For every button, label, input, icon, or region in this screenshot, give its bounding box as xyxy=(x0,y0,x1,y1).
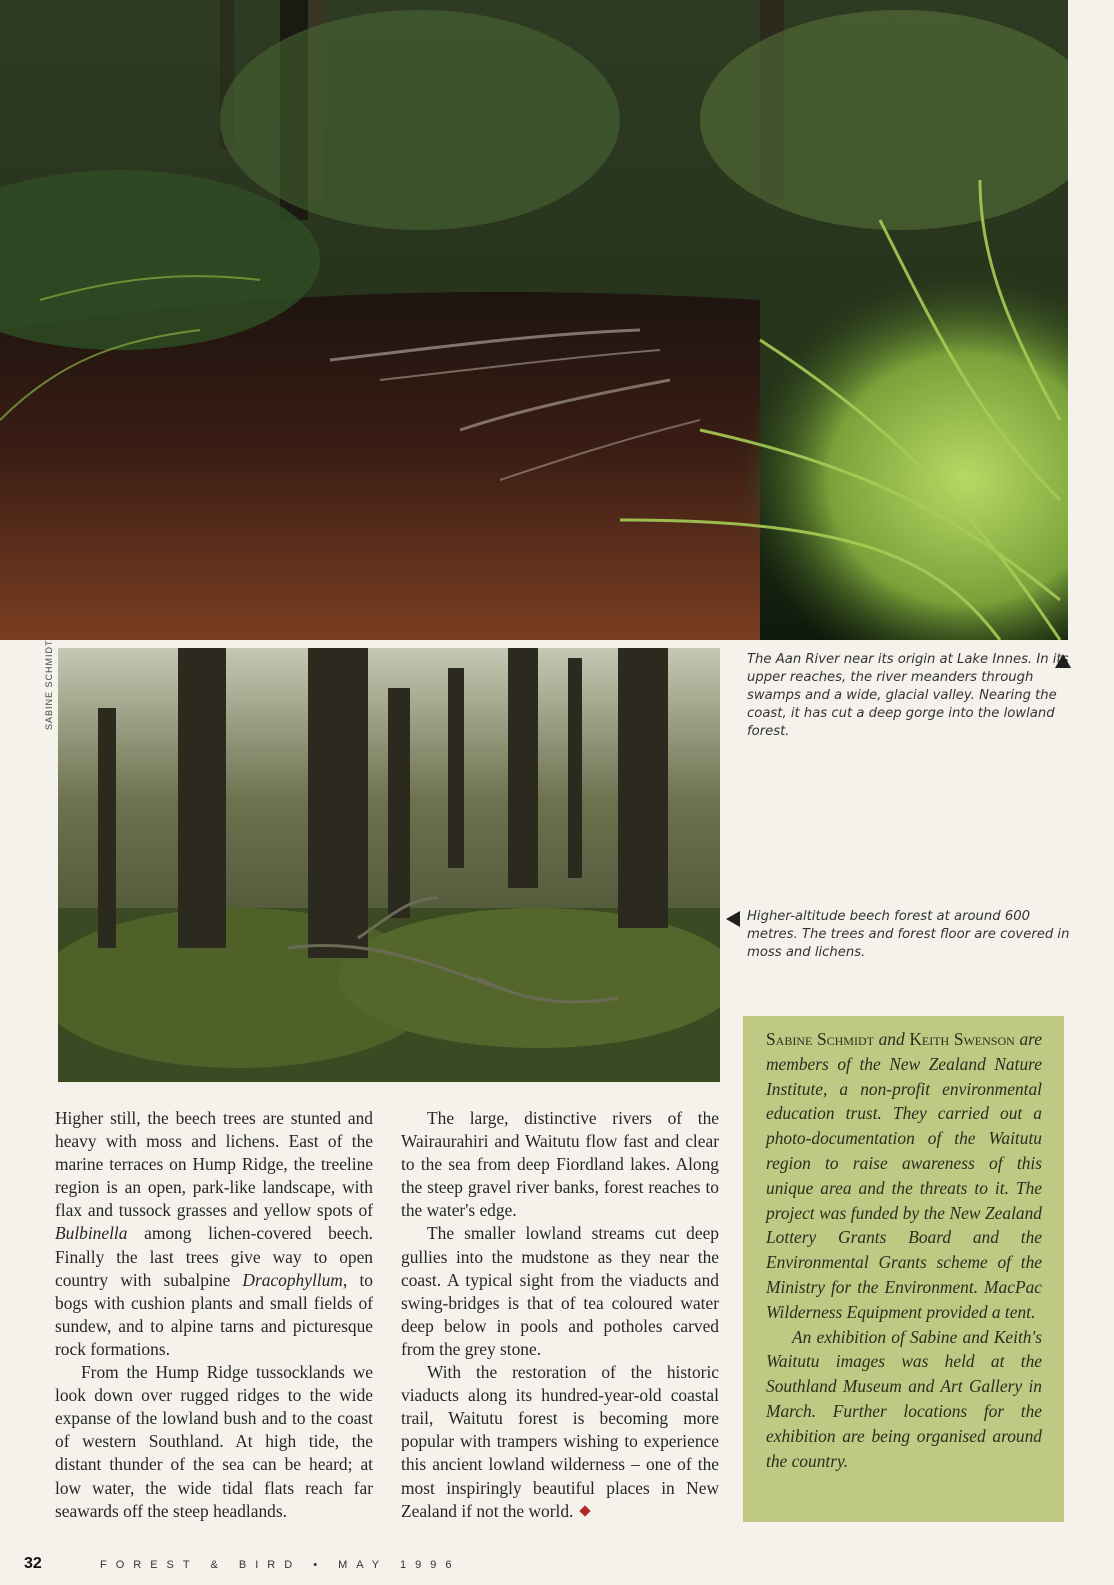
photo-credit: SABINE SCHMIDT xyxy=(44,639,54,730)
caption-beech-text: Higher-altitude beech forest at around 600 metres. The trees and forest floor are covered in moss and lichens. xyxy=(747,909,1070,960)
paragraph xyxy=(55,1107,373,1361)
sidebar-paragraph xyxy=(766,1027,1042,1325)
paragraph: The smaller lowland streams cut deep gullies into the mudstone as they near the coast. A typical sight from the viaducts and swing-bridges is that of tea coloured water deep below in pools and potholes carved from the grey stone. xyxy=(401,1223,719,1359)
author-name: Keith Swenson xyxy=(909,1029,1015,1049)
triangle-up-icon xyxy=(1051,654,1071,672)
caption-beech xyxy=(747,908,1077,962)
author-name: Sabine Schmidt xyxy=(766,1029,874,1049)
author-sidebar xyxy=(743,1016,1064,1522)
page-number: 32 xyxy=(24,1555,42,1572)
text-run: , to bogs with cushion plants and small fields of sundew, and to alpine tarns and picturesque rock formations. xyxy=(55,1269,373,1359)
paragraph: From the Hump Ridge tussocklands we look down over rugged ridges to the wide expanse of the lowland bush and to the coast of western Southland. At high tide, the distant thunder of the sea can be heard; at low water, the wide tidal flats reach far seawards off the steep headlands. xyxy=(55,1362,373,1521)
paragraph: The large, distinctive rivers of the Wairaurahiri and Waitutu flow fast and clear to the sea from deep Fiordland lakes. Along the steep gravel river banks, forest reaches to the water's edge. xyxy=(401,1108,719,1221)
river-photo xyxy=(0,0,1068,640)
italic-term: Bulbinella xyxy=(55,1223,128,1244)
text-run: Higher still, the beech trees are stunted and heavy with moss and lichens. East of the marine terraces on Hump Ridge, the treeline region is an open, park-like landscape, with flax and tussock grasses and yellow spots of xyxy=(55,1108,373,1221)
triangle-left-icon xyxy=(726,911,740,927)
red-diamond-icon xyxy=(580,1505,591,1516)
text-run: With the restoration of the historic viaducts along its hundred-year-old coastal trail, Waitutu forest is becoming more popular with trampers wishing to experience this ancient lowland wilderness – one of the most inspiringly beautiful places in New Zealand if not the world. xyxy=(401,1362,719,1521)
sidebar-paragraph: An exhibition of Sabine and Keith's Waitutu images was held at the Southland Museum and Art Gallery in March. Further locations for the exhibition are being organised around the country. xyxy=(766,1326,1042,1471)
caption-river xyxy=(747,651,1077,741)
paragraph xyxy=(401,1361,719,1523)
text-run: are members of the New Zealand Nature Institute, a non-profit environmental education trust. They carried out a photo-documentation of the Waitutu region to raise awareness of this unique area and the threats to it. The project was funded by the New Zealand Lottery Grants Board and the Environmental Grants scheme of the Ministry for the Environment. MacPac Wilderness Equipment provided a tent. xyxy=(766,1029,1042,1322)
body-column-2 xyxy=(401,1107,719,1523)
text-run: among lichen-covered beech. Finally the last trees give way to open country with subalpine xyxy=(55,1223,373,1290)
beech-forest-photo xyxy=(58,648,720,1082)
running-head: FOREST & BIRD • MAY 1996 xyxy=(100,1559,461,1571)
body-column-1 xyxy=(55,1107,373,1523)
text-run: and xyxy=(878,1029,905,1049)
caption-river-text: The Aan River near its origin at Lake Innes. In its upper reaches, the river meanders through swamps and a wide, glacial valley. Nearing the coast, it has cut a deep gorge into the lowland forest. xyxy=(747,652,1069,739)
italic-term: Dracophyllum xyxy=(242,1269,343,1290)
